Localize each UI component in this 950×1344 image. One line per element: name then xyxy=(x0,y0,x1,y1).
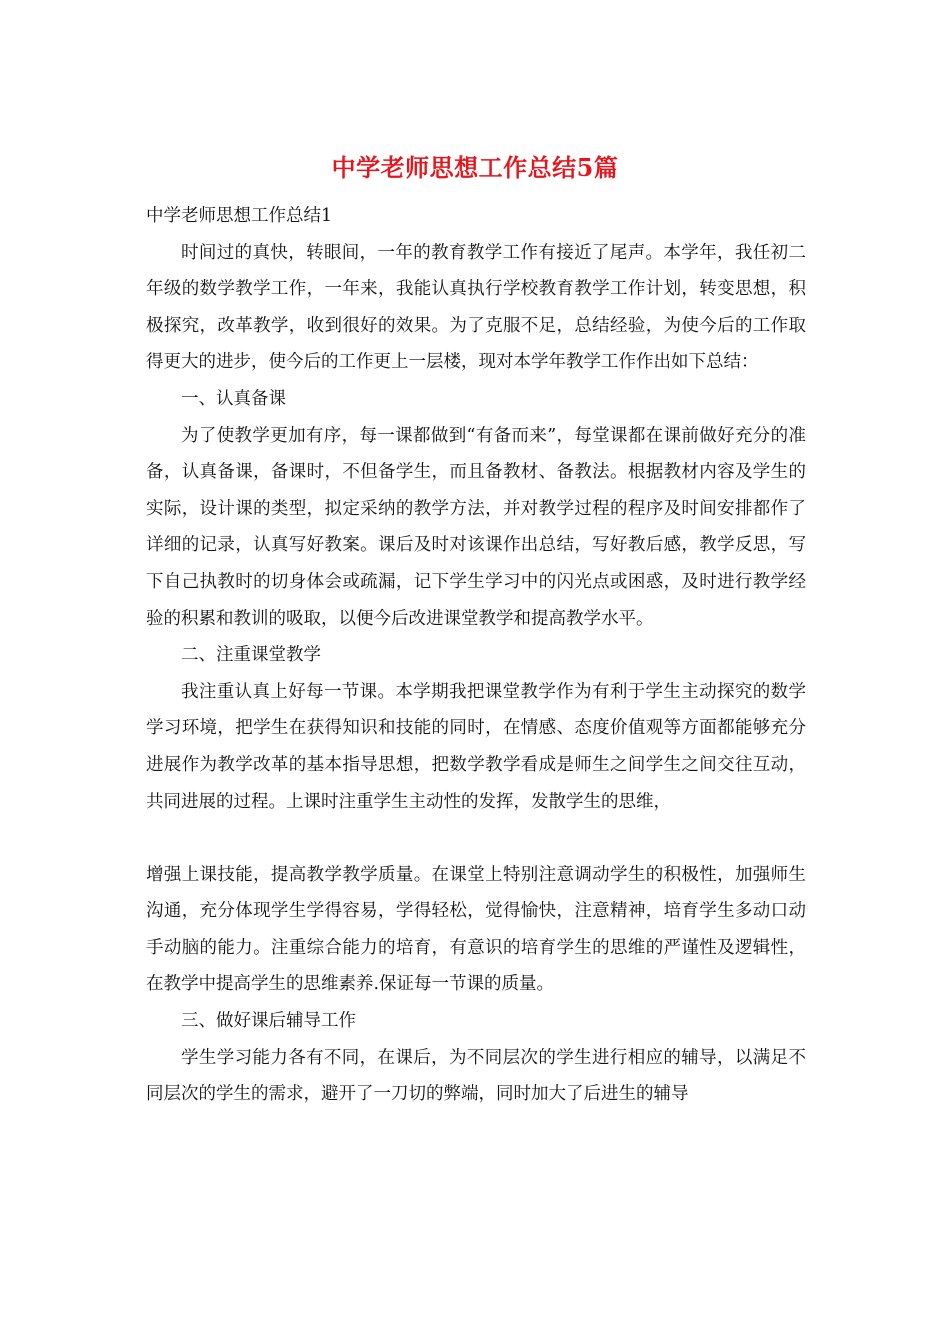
section-heading-1: 一、认真备课 xyxy=(181,388,286,409)
document-subtitle: 中学老师思想工作总结1 xyxy=(146,206,333,226)
section-heading-3: 三、做好课后辅导工作 xyxy=(181,1011,356,1032)
document-title: 中学老师思想工作总结5篇 xyxy=(331,153,619,182)
paragraph-section-1: 为了使教学更加有序，每一课都做到“有备而来”，每堂课都在课前做好充分的准备，认真备课，备课时，不但备学生，而且备教材、备教法。根据教材内容及学生的实际，设计课的类型，拟定采纳的教学方法，并对教学过程的程序及时间安排都作了详细的记录，认真写好教案。课后及时对该课作出总结，写好教后感，教学反思，写下自己执教时的切身体会或疏漏，记下学生学习中的闪光点或困惑，及时进行教学经验的积累和教训的吸取，以便今后改进课堂教学和提高教学水平。 xyxy=(146,425,806,629)
paragraph-section-2a: 我注重认真上好每一节课。本学期我把课堂教学作为有利于学生主动探究的数学学习环境，把学生在获得知识和技能的同时，在情感、态度价值观等方面都能够充分进展作为教学改革的基本指导思想，把数学教学看成是师生之间学生之间交往互动，共同进展的过程。上课时注重学生主动性的发挥，发散学生的思维， xyxy=(146,681,806,812)
section-heading-2: 二、注重课堂教学 xyxy=(181,645,321,666)
paragraph-section-2b: 增强上课技能，提高教学教学质量。在课堂上特别注意调动学生的积极性，加强师生沟通，充分体现学生学得容易，学得轻松，觉得愉快，注意精神，培育学生多动口动手动脑的能力。注重综合能力的培育，有意识的培育学生的思维的严谨性及逻辑性，在教学中提高学生的思维素养.保证每一节课的质量。 xyxy=(146,864,806,995)
paragraph-gap xyxy=(146,820,806,857)
document-body xyxy=(146,198,806,1113)
paragraph-section-3: 学生学习能力各有不同，在课后，为不同层次的学生进行相应的辅导，以满足不同层次的学生的需求，避开了一刀切的弊端，同时加大了后进生的辅导 xyxy=(146,1047,806,1105)
paragraph-intro: 时间过的真快，转眼间，一年的教育教学工作有接近了尾声。本学年，我任初二年级的数学教学工作，一年来，我能认真执行学校教育教学工作计划，转变思想，积极探究，改革教学，收到很好的效果。为了克服不足，总结经验，为使今后的工作取得更大的进步，使今后的工作更上一层楼，现对本学年教学工作作出如下总结： xyxy=(146,242,806,373)
